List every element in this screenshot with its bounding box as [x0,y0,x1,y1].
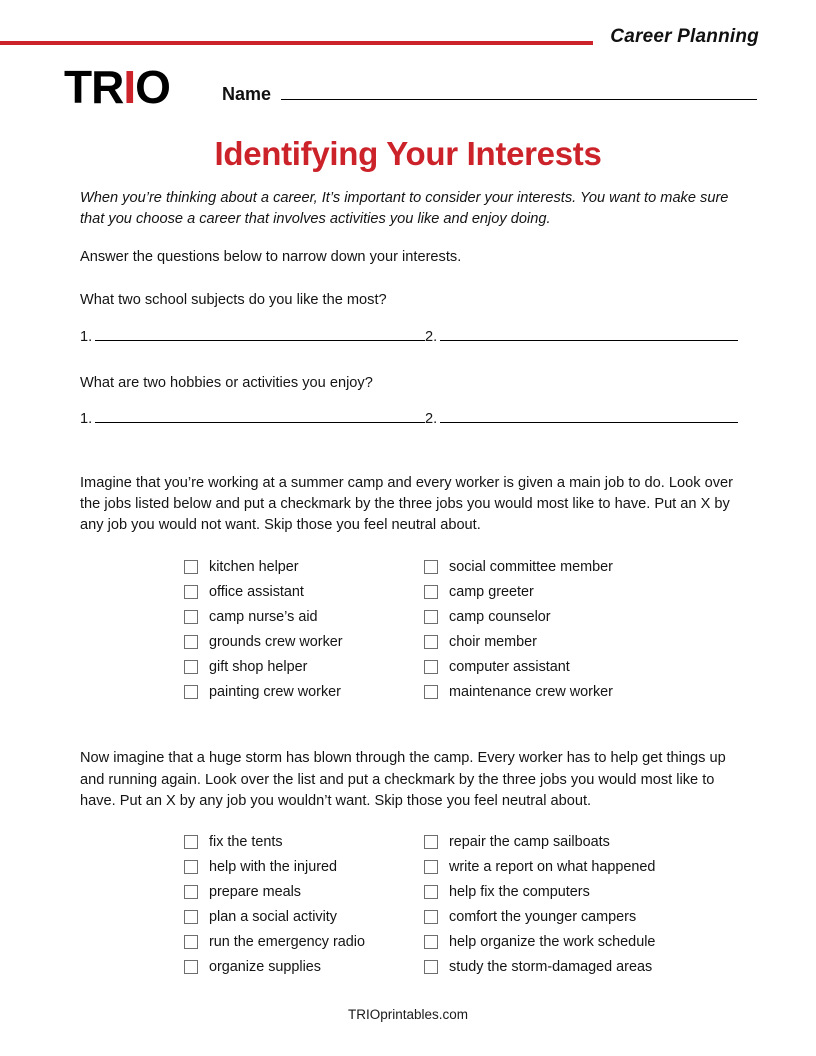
check-item-label: help with the injured [209,859,337,876]
check-item-label: camp nurse’s aid [209,608,318,625]
instruction-paragraph: Answer the questions below to narrow down your interests. [80,249,462,266]
blank-number: 1. [80,411,93,427]
check-item[interactable] [184,880,424,905]
check-item[interactable] [184,855,424,880]
check-item[interactable] [184,554,424,579]
checkbox-icon[interactable] [424,560,438,574]
check-item-label: social committee member [449,558,613,575]
checkbox-icon[interactable] [424,660,438,674]
check-item[interactable] [184,604,424,629]
answer-blanks-1 [80,325,738,345]
check-item-label: office assistant [209,583,304,600]
scenario-paragraph-2: Now imagine that a huge storm has blown through the camp. Every worker has to help get things up and running again. Look over the list and put a checkmark by the three jobs you would most like to have. Put an X by any job you wouldn’t want. Skip those you feel neutral about. [80,750,726,809]
checkbox-icon[interactable] [424,860,438,874]
check-item[interactable] [424,579,724,604]
answer-blank-1-2 [425,325,738,345]
logo-accent-letter: I [123,61,136,113]
blank-number: 2. [425,411,438,427]
checkbox-icon[interactable] [424,960,438,974]
check-item-label: camp counselor [449,608,551,625]
blank-number: 2. [425,328,438,345]
checkbox-icon[interactable] [424,685,438,699]
checklist-1-left-column [184,554,424,704]
check-item[interactable] [424,905,724,930]
checkbox-icon[interactable] [184,610,198,624]
checkbox-icon[interactable] [184,685,198,699]
checkbox-icon[interactable] [184,560,198,574]
check-item-label: choir member [449,633,537,650]
check-item[interactable] [184,930,424,955]
check-item[interactable] [184,955,424,980]
checklist-2-left-column [184,830,424,980]
blank-write-line[interactable] [95,407,425,423]
worksheet-content [80,188,738,980]
checkbox-icon[interactable] [424,910,438,924]
check-item-label: computer assistant [449,658,570,675]
check-item-label: fix the tents [209,834,283,851]
header-kicker: Career Planning [610,26,759,47]
checkbox-icon[interactable] [184,585,198,599]
checkbox-icon[interactable] [184,635,198,649]
check-item-label: kitchen helper [209,558,299,575]
checkbox-icon[interactable] [424,885,438,899]
checkbox-icon[interactable] [184,910,198,924]
check-item[interactable] [424,930,724,955]
scenario-paragraph-1: Imagine that you’re working at a summer camp and every worker is given a main job to do. Look over the jobs listed below and put a checkmark by the three jobs you would most like to have. Put an X by any job you would not want. Skip those you feel neutral about. [80,475,733,534]
checklist-1-right-column [424,554,724,704]
check-item[interactable] [424,830,724,855]
check-item-label: plan a social activity [209,909,337,926]
check-item-label: write a report on what happened [449,859,656,876]
check-item[interactable] [184,679,424,704]
checkbox-icon[interactable] [424,935,438,949]
section-divider [80,704,738,748]
check-item-label: help organize the work schedule [449,934,656,951]
check-item-label: help fix the computers [449,884,590,901]
checkbox-icon[interactable] [184,885,198,899]
check-item-label: prepare meals [209,884,301,901]
page-title: Identifying Your Interests [214,135,602,172]
checklist-1 [80,554,738,704]
checkbox-icon[interactable] [184,660,198,674]
blank-number: 1. [80,328,93,345]
check-item-label: study the storm-damaged areas [449,959,653,976]
check-item-label: camp greeter [449,583,534,600]
check-item-label: comfort the younger campers [449,909,637,926]
logo-text-after: O [135,61,170,113]
checklist-2-right-column [424,830,724,980]
blank-write-line[interactable] [440,325,738,341]
check-item-label: grounds crew worker [209,633,343,650]
checkbox-icon[interactable] [184,860,198,874]
check-item-label: organize supplies [209,959,321,976]
logo-text-before: TR [64,61,124,113]
blank-write-line[interactable] [440,407,738,423]
check-item-label: painting crew worker [209,683,341,700]
check-item[interactable] [184,830,424,855]
name-field [222,82,757,105]
answer-blank-2-1 [80,407,425,427]
check-item[interactable] [424,629,724,654]
answer-blank-1-1 [80,325,425,345]
trio-logo [64,61,170,113]
name-input-line[interactable] [281,82,757,100]
check-item[interactable] [424,855,724,880]
check-item-label: maintenance crew worker [449,683,613,700]
answer-blanks-2 [80,407,738,427]
intro-paragraph: When you’re thinking about a career, It’s important to consider your interests. You want to make sure that you choose a career that involves activities you like and enjoy doing. [80,190,729,227]
answer-blank-2-2 [425,407,738,427]
check-item[interactable] [184,905,424,930]
header-bar [0,26,816,60]
check-item[interactable] [424,604,724,629]
checkbox-icon[interactable] [424,610,438,624]
check-item[interactable] [424,679,724,704]
blank-write-line[interactable] [95,325,425,341]
checklist-2 [80,830,738,980]
footer-url: TRIOprintables.com [347,1007,469,1022]
checkbox-icon[interactable] [424,635,438,649]
question-prompt-1: What two school subjects do you like the most? [80,292,387,309]
check-item[interactable] [184,654,424,679]
check-item[interactable] [424,955,724,980]
check-item-label: repair the camp sailboats [449,834,610,851]
checkbox-icon[interactable] [424,585,438,599]
checkbox-icon[interactable] [184,835,198,849]
check-item-label: gift shop helper [209,658,308,675]
check-item[interactable] [184,629,424,654]
check-item-label: run the emergency radio [209,934,365,951]
checkbox-icon[interactable] [184,935,198,949]
header-red-rule [0,41,593,45]
checkbox-icon[interactable] [424,835,438,849]
name-label: Name [222,84,272,104]
checkbox-icon[interactable] [184,960,198,974]
check-item[interactable] [424,880,724,905]
question-prompt-2: What are two hobbies or activities you enjoy? [80,374,373,391]
check-item[interactable] [424,654,724,679]
check-item[interactable] [184,579,424,604]
check-item[interactable] [424,554,724,579]
